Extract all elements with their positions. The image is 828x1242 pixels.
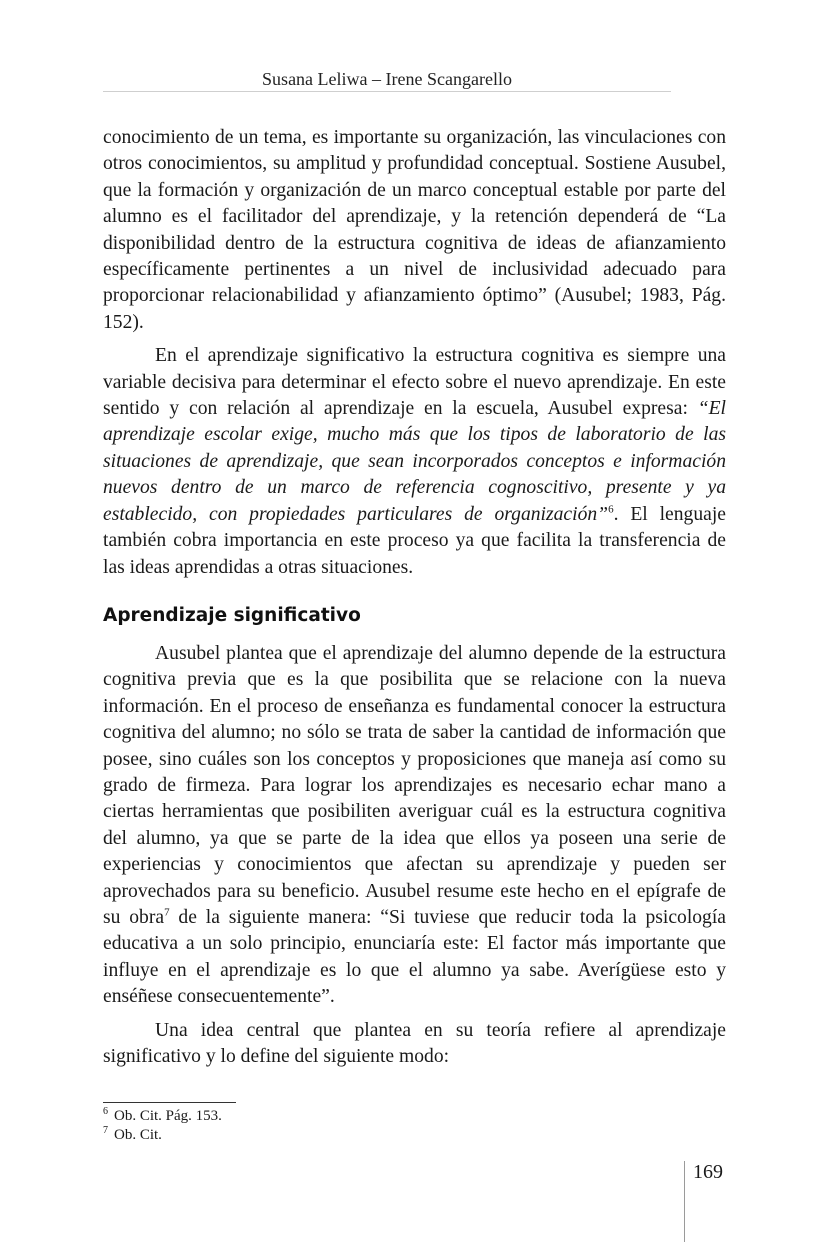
- section-spacer: [103, 581, 726, 603]
- paragraph-spacer: [103, 336, 726, 343]
- footnote-divider: [103, 1102, 236, 1103]
- footnote-6: [103, 1107, 222, 1126]
- running-head: Susana Leliwa – Irene Scangarello: [262, 69, 512, 89]
- footnote-ref-6[interactable]: 6: [608, 503, 614, 516]
- footnote-marker: 7: [103, 1125, 108, 1136]
- header-divider: [103, 91, 671, 92]
- page-number-rule: [684, 1161, 685, 1242]
- paragraph-idea-central: Una idea central que plantea en su teoría refiere al aprendizaje significativo y lo define del siguiente modo:: [103, 1019, 726, 1067]
- paragraph-lead-text: Ausubel plantea que el aprendizaje del alumno depende de la estructura cognitiva previa que es la que posibilita que se relacione con la nueva información. En el proceso de enseñanza es fundamental conocer la estructura cognitiva del alumno; no sólo se trata de saber la cantidad de información que posee, sino cuáles son los conceptos y proposiciones que maneja así como su grado de firmeza. Para lograr los aprendizajes es necesario echar mano a ciertas herramientas que posibiliten averiguar cuál es la estructura cognitiva del alumno, ya que se parte de la idea que ellos ya poseen una serie de experiencias y conocimientos que afectan su aprendizaje y pueden ser aprovechados para su beneficio. Ausubel resume este hecho en el epígrafe de su obra: [103, 642, 726, 928]
- italic-quote: “El aprendizaje escolar exige, mucho más que los tipos de laboratorio de las situaciones de aprendizaje, que sean incorporados conceptos e información nuevos dentro de un marco de referencia cognoscitivo, presente y ya establecido, con propiedades particulares de organización”: [103, 398, 726, 525]
- paragraph-spacer: [103, 1011, 726, 1018]
- footnote-marker: 6: [103, 1106, 108, 1117]
- footnote-ref-7[interactable]: 7: [164, 906, 170, 919]
- footnote-text: Ob. Cit. Pág. 153.: [114, 1108, 222, 1124]
- section-heading: Aprendizaje significativo: [103, 604, 361, 626]
- page-number: 169: [693, 1161, 723, 1183]
- footnote-text: Ob. Cit.: [114, 1127, 162, 1143]
- page-body: [103, 125, 726, 1070]
- paragraph-tail-text: . El lenguaje también cobra importancia en este proceso ya que facilita la transferencia de las ideas aprendidas a otras situaciones.: [103, 503, 726, 578]
- footnotes: [103, 1107, 222, 1145]
- paragraph-lead-text: En el aprendizaje significativo la estructura cognitiva es siempre una variable decisiva para determinar el efecto sobre el nuevo aprendizaje. En este sentido y con relación al aprendizaje en la escuela, Ausubel expresa:: [103, 345, 726, 420]
- paragraph-continuation: conocimiento de un tema, es importante su organización, las vinculaciones con otros conocimientos, su amplitud y profundidad conceptual. Sostiene Ausubel, que la formación y organización de un marco conceptual estable por parte del alumno es el facilitador del aprendizaje, y la retención dependerá de “La disponibilidad dentro de la estructura cognitiva de ideas de afianzamiento específicamente pertinentes a un nivel de inclusividad adecuado para proporcionar relacionabilidad y afianzamiento óptimo” (Ausubel; 1983, Pág. 152).: [103, 127, 726, 333]
- paragraph-ausubel-plantea: [103, 641, 726, 1011]
- paragraph-cognitive-structure: [103, 343, 726, 581]
- footnote-7: [103, 1126, 222, 1145]
- heading-spacer: [103, 629, 726, 641]
- paragraph-tail-text: de la siguiente manera: “Si tuviese que reducir toda la psicología educativa a un solo principio, enunciaría este: El factor más importante que influye en el aprendizaje es lo que el alumno ya sabe. Averígüese esto y enséñese consecuentemente”.: [103, 906, 726, 1008]
